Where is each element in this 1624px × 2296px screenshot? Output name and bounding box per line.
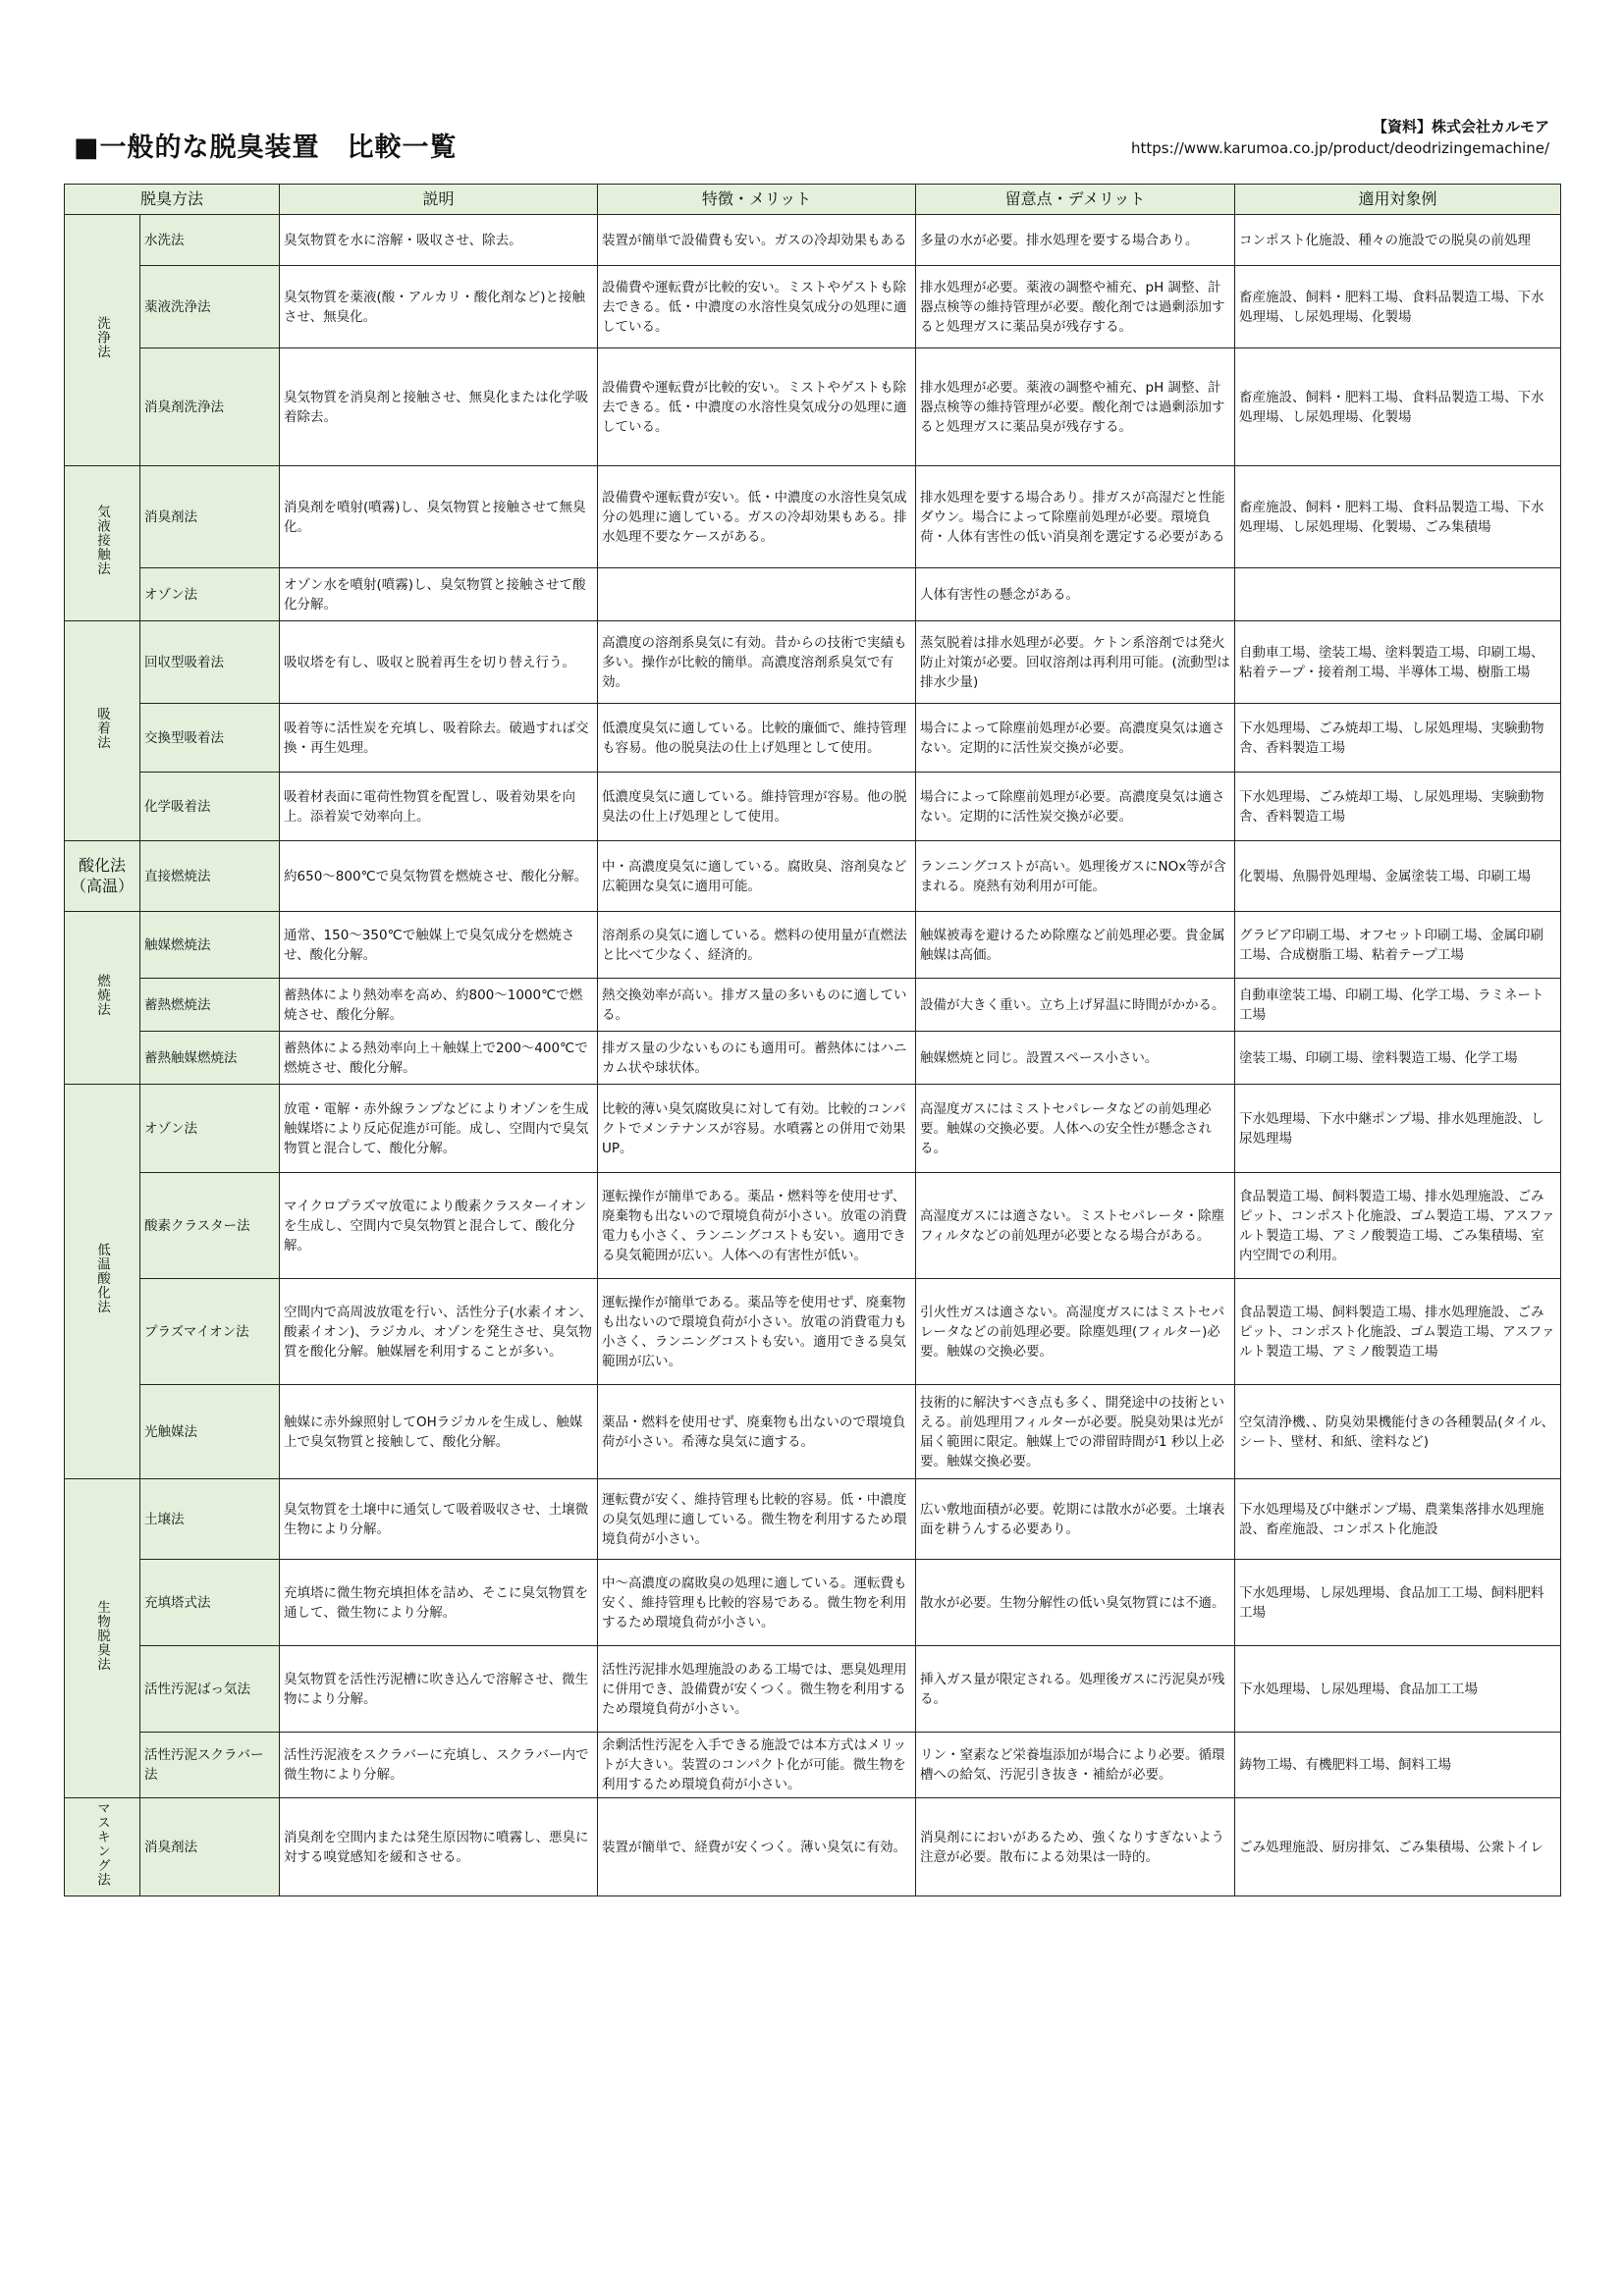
table-row [65, 1798, 1561, 1896]
description-cell: マイクロプラズマ放電により酸素クラスターイオンを生成し、空間内で臭気物質と混合して、酸化分解。 [280, 1173, 598, 1279]
merit-cell: 運転費が安く、維持管理も比較的容易。低・中濃度の臭気処理に適している。微生物を利用するため環境負荷が小さい。 [598, 1479, 916, 1560]
header-merit: 特徴・メリット [598, 185, 916, 215]
method-cell: プラズマイオン法 [140, 1279, 280, 1385]
category-label: 燃焼法 [94, 973, 110, 1017]
examples-cell: 下水処理場、し尿処理場、食品加工工場 [1235, 1646, 1561, 1733]
examples-cell: 自動車塗装工場、印刷工場、化学工場、ラミネート工場 [1235, 979, 1561, 1032]
demerit-cell: 技術的に解決すべき点も多く、開発途中の技術といえる。前処理用フィルターが必要。脱臭効果は光が届く範囲に限定。触媒上での滞留時間が1 秒以上必要。触媒交換必要。 [916, 1385, 1235, 1479]
method-cell: オゾン法 [140, 568, 280, 621]
header-demerit: 留意点・デメリット [916, 185, 1235, 215]
description-cell: 触媒に赤外線照射してOHラジカルを生成し、触媒上で臭気物質と接触して、酸化分解。 [280, 1385, 598, 1479]
demerit-cell: 挿入ガス量が限定される。処理後ガスに汚泥臭が残る。 [916, 1646, 1235, 1733]
examples-cell: 塗装工場、印刷工場、塗料製造工場、化学工場 [1235, 1032, 1561, 1085]
merit-cell: 余剰活性汚泥を入手できる施設では本方式はメリットが大きい。装置のコンパクト化が可能。微生物を利用するため環境負荷が小さい。 [598, 1733, 916, 1798]
merit-cell: 設備費や運転費が比較的安い。ミストやゲストも除去できる。低・中濃度の水溶性臭気成分の処理に適している。 [598, 266, 916, 348]
source-url: https://www.karumoa.co.jp/product/deodrizingemachine/ [1130, 139, 1549, 157]
description-cell: 吸着等に活性炭を充填し、吸着除去。破過すれば交換・再生処理。 [280, 704, 598, 773]
merit-cell [598, 568, 916, 621]
category-label: マスキング法 [94, 1801, 110, 1887]
examples-cell: 食品製造工場、飼料製造工場、排水処理施設、ごみピット、コンポスト化施設、ゴム製造工場、アスファルト製造工場、アミノ酸製造工場、ごみ集積場、室内空間での利用。 [1235, 1173, 1561, 1279]
examples-cell: 下水処理場、ごみ焼却工場、し尿処理場、実験動物舎、香料製造工場 [1235, 704, 1561, 773]
method-cell: オゾン法 [140, 1085, 280, 1173]
header-examples: 適用対象例 [1235, 185, 1561, 215]
table-row [65, 1560, 1561, 1646]
method-cell: 直接燃焼法 [140, 841, 280, 912]
merit-cell: 運転操作が簡単である。薬品等を使用せず、廃棄物も出ないので環境負荷が小さい。放電の消費電力も小さく、ランニングコストも安い。適用できる臭気範囲が広い。 [598, 1279, 916, 1385]
examples-cell: 畜産施設、飼料・肥料工場、食料品製造工場、下水処理場、し尿処理場、化製場 [1235, 266, 1561, 348]
demerit-cell: 消臭剤ににおいがあるため、強くなりすぎないよう注意が必要。散布による効果は一時的。 [916, 1798, 1235, 1896]
table-row [65, 773, 1561, 841]
merit-cell: 比較的薄い臭気腐敗臭に対して有効。比較的コンパクトでメンテナンスが容易。水噴霧との併用で効果UP。 [598, 1085, 916, 1173]
method-cell: 交換型吸着法 [140, 704, 280, 773]
demerit-cell: 蒸気脱着は排水処理が必要。ケトン系溶剤では発火防止対策が必要。回収溶剤は再利用可能。(流動型は排水少量) [916, 621, 1235, 704]
examples-cell: ごみ処理施設、厨房排気、ごみ集積場、公衆トイレ [1235, 1798, 1561, 1896]
category-cell [65, 466, 140, 621]
category-cell [65, 215, 140, 466]
method-cell: 活性汚泥ばっ気法 [140, 1646, 280, 1733]
description-cell: 臭気物質を薬液(酸・アルカリ・酸化剤など)と接触させ、無臭化。 [280, 266, 598, 348]
table-body [65, 215, 1561, 1896]
demerit-cell: 触媒被毒を避けるため除塵など前処理必要。貴金属触媒は高価。 [916, 912, 1235, 979]
merit-cell: 低濃度臭気に適している。比較的廉価で、維持管理も容易。他の脱臭法の仕上げ処理として使用。 [598, 704, 916, 773]
description-cell: オゾン水を噴射(噴霧)し、臭気物質と接触させて酸化分解。 [280, 568, 598, 621]
demerit-cell: 排水処理が必要。薬液の調整や補充、pH 調整、計器点検等の維持管理が必要。酸化剤では過剰添加すると処理ガスに薬品臭が残存する。 [916, 266, 1235, 348]
table-row [65, 1733, 1561, 1798]
merit-cell: 装置が簡単で、経費が安くつく。薄い臭気に有効。 [598, 1798, 916, 1896]
demerit-cell: 排水処理が必要。薬液の調整や補充、pH 調整、計器点検等の維持管理が必要。酸化剤では過剰添加すると処理ガスに薬品臭が残存する。 [916, 348, 1235, 466]
category-cell [65, 1798, 140, 1896]
category-label: 生物脱臭法 [94, 1599, 110, 1672]
description-cell: 消臭剤を空間内または発生原因物に噴霧し、悪臭に対する嗅覚感知を緩和させる。 [280, 1798, 598, 1896]
demerit-cell: 排水処理を要する場合あり。排ガスが高湿だと性能ダウン。場合によって除塵前処理が必要。環境負荷・人体有害性の低い消臭剤を選定する必要がある [916, 466, 1235, 568]
examples-cell: 畜産施設、飼料・肥料工場、食料品製造工場、下水処理場、し尿処理場、化製場 [1235, 348, 1561, 466]
description-cell: 空間内で高周波放電を行い、活性分子(水素イオン、酸素イオン)、ラジカル、オゾンを発生させ、臭気物質を酸化分解。触媒層を利用することが多い。 [280, 1279, 598, 1385]
examples-cell: 下水処理場、ごみ焼却工場、し尿処理場、実験動物舎、香料製造工場 [1235, 773, 1561, 841]
merit-cell: 中・高濃度臭気に適している。腐敗臭、溶剤臭など広範囲な臭気に適用可能。 [598, 841, 916, 912]
demerit-cell: 広い敷地面積が必要。乾期には散水が必要。土壌表面を耕うんする必要あり。 [916, 1479, 1235, 1560]
table-row [65, 912, 1561, 979]
demerit-cell: 引火性ガスは適さない。高湿度ガスにはミストセパレータなどの前処理必要。除塵処理(フィルター)必要。触媒の交換必要。 [916, 1279, 1235, 1385]
examples-cell: 自動車工場、塗装工場、塗料製造工場、印刷工場、粘着テープ・接着剤工場、半導体工場、樹脂工場 [1235, 621, 1561, 704]
table-row [65, 266, 1561, 348]
comparison-table [64, 184, 1561, 1896]
table-row [65, 979, 1561, 1032]
description-cell: 吸着材表面に電荷性物質を配置し、吸着効果を向上。添着炭で効率向上。 [280, 773, 598, 841]
description-cell: 蓄熱体による熱効率向上＋触媒上で200～400℃で燃焼させ、酸化分解。 [280, 1032, 598, 1085]
method-cell: 薬液洗浄法 [140, 266, 280, 348]
examples-cell: 食品製造工場、飼料製造工場、排水処理施設、ごみピット、コンポスト化施設、ゴム製造工場、アスファルト製造工場、アミノ酸製造工場 [1235, 1279, 1561, 1385]
merit-cell: 中～高濃度の腐敗臭の処理に適している。運転費も安く、維持管理も比較的容易である。微生物を利用するため環境負荷が小さい。 [598, 1560, 916, 1646]
description-cell: 臭気物質を土壌中に通気して吸着吸収させ、土壌微生物により分解。 [280, 1479, 598, 1560]
demerit-cell: 高湿度ガスにはミストセパレータなどの前処理必要。触媒の交換必要。人体への安全性が懸念される。 [916, 1085, 1235, 1173]
table-row [65, 1385, 1561, 1479]
method-cell: 水洗法 [140, 215, 280, 266]
description-cell: 放電・電解・赤外線ランプなどによりオゾンを生成触媒塔により反応促進が可能。成し、空間内で臭気物質と混合して、酸化分解。 [280, 1085, 598, 1173]
merit-cell: 低濃度臭気に適している。維持管理が容易。他の脱臭法の仕上げ処理として使用。 [598, 773, 916, 841]
table-row [65, 1032, 1561, 1085]
method-cell: 触媒燃焼法 [140, 912, 280, 979]
merit-cell: 排ガス量の少ないものにも適用可。蓄熱体にはハニカム状や球状体。 [598, 1032, 916, 1085]
category-label: 低温酸化法 [94, 1243, 110, 1314]
merit-cell: 薬品・燃料を使用せず、廃棄物も出ないので環境負荷が小さい。希薄な臭気に適する。 [598, 1385, 916, 1479]
merit-cell: 活性汚泥排水処理施設のある工場では、悪臭処理用に併用でき、設備費が安くつく。微生物を利用するため環境負荷が小さい。 [598, 1646, 916, 1733]
demerit-cell: 散水が必要。生物分解性の低い臭気物質には不適。 [916, 1560, 1235, 1646]
header-method: 脱臭方法 [65, 185, 280, 215]
method-cell: 化学吸着法 [140, 773, 280, 841]
demerit-cell: 人体有害性の懸念がある。 [916, 568, 1235, 621]
examples-cell [1235, 568, 1561, 621]
demerit-cell: 高湿度ガスには適さない。ミストセパレータ・除塵フィルタなどの前処理が必要となる場合がある。 [916, 1173, 1235, 1279]
method-cell: 回収型吸着法 [140, 621, 280, 704]
header-row [65, 185, 1561, 215]
description-cell: 活性汚泥液をスクラバーに充填し、スクラバー内で微生物により分解。 [280, 1733, 598, 1798]
merit-cell: 装置が簡単で設備費も安い。ガスの冷却効果もある [598, 215, 916, 266]
description-cell: 吸収塔を有し、吸収と脱着再生を切り替え行う。 [280, 621, 598, 704]
examples-cell: グラビア印刷工場、オフセット印刷工場、金属印刷工場、合成樹脂工場、粘着テープ工場 [1235, 912, 1561, 979]
examples-cell: 下水処理場、し尿処理場、食品加工工場、飼料肥料工場 [1235, 1560, 1561, 1646]
description-cell: 充填塔に微生物充填担体を詰め、そこに臭気物質を通して、微生物により分解。 [280, 1560, 598, 1646]
demerit-cell: 場合によって除塵前処理が必要。高濃度臭気は適さない。定期的に活性炭交換が必要。 [916, 773, 1235, 841]
description-cell: 臭気物質を消臭剤と接触させ、無臭化または化学吸着除去。 [280, 348, 598, 466]
method-cell: 消臭剤法 [140, 1798, 280, 1896]
description-cell: 臭気物質を水に溶解・吸収させ、除去。 [280, 215, 598, 266]
source-block [1131, 116, 1549, 159]
table-row [65, 841, 1561, 912]
page-title: ■一般的な脱臭装置 比較一覧 [74, 133, 458, 163]
examples-cell: 下水処理場、下水中継ポンプ場、排水処理施設、し尿処理場 [1235, 1085, 1561, 1173]
merit-cell: 運転操作が簡単である。薬品・燃料等を使用せず、廃棄物も出ないので環境負荷が小さい。放電の消費電力も小さく、ランニングコストも安い。適用できる臭気範囲が広い。人体への有害性が低い。 [598, 1173, 916, 1279]
merit-cell: 熱交換効率が高い。排ガス量の多いものに適している。 [598, 979, 916, 1032]
method-cell: 消臭剤洗浄法 [140, 348, 280, 466]
table-row [65, 568, 1561, 621]
examples-cell: 化製場、魚腸骨処理場、金属塗装工場、印刷工場 [1235, 841, 1561, 912]
category-cell [65, 841, 140, 912]
demerit-cell: リン・窒素など栄養塩添加が場合により必要。循環槽への給気、汚泥引き抜き・補給が必要。 [916, 1733, 1235, 1798]
category-cell [65, 1479, 140, 1798]
description-cell: 約650～800℃で臭気物質を燃焼させ、酸化分解。 [280, 841, 598, 912]
table-row [65, 621, 1561, 704]
method-cell: 蓄熱触媒燃焼法 [140, 1032, 280, 1085]
examples-cell: 鋳物工場、有機肥料工場、飼料工場 [1235, 1733, 1561, 1798]
description-cell: 蓄熱体により熱効率を高め、約800～1000℃で燃焼させ、酸化分解。 [280, 979, 598, 1032]
category-label: 酸化法（高温） [70, 855, 134, 895]
description-cell: 通常、150～350℃で触媒上で臭気成分を燃焼させ、酸化分解。 [280, 912, 598, 979]
method-cell: 光触媒法 [140, 1385, 280, 1479]
category-label: 洗浄法 [94, 315, 110, 359]
method-cell: 土壌法 [140, 1479, 280, 1560]
table-row [65, 215, 1561, 266]
category-cell [65, 1085, 140, 1479]
table-row [65, 1085, 1561, 1173]
table-row [65, 466, 1561, 568]
examples-cell: 下水処理場及び中継ポンプ場、農業集落排水処理施設、畜産施設、コンポスト化施設 [1235, 1479, 1561, 1560]
category-label: 気液接触法 [94, 505, 110, 576]
table-row [65, 1279, 1561, 1385]
description-cell: 臭気物質を活性汚泥槽に吹き込んで溶解させ、微生物により分解。 [280, 1646, 598, 1733]
category-cell [65, 912, 140, 1085]
table-row [65, 1479, 1561, 1560]
demerit-cell: 場合によって除塵前処理が必要。高濃度臭気は適さない。定期的に活性炭交換が必要。 [916, 704, 1235, 773]
description-cell: 消臭剤を噴射(噴霧)し、臭気物質と接触させて無臭化。 [280, 466, 598, 568]
method-cell: 消臭剤法 [140, 466, 280, 568]
method-cell: 充填塔式法 [140, 1560, 280, 1646]
demerit-cell: 触媒燃焼と同じ。設置スペース小さい。 [916, 1032, 1235, 1085]
table-row [65, 1646, 1561, 1733]
category-label: 吸着法 [94, 706, 110, 750]
method-cell: 蓄熱燃焼法 [140, 979, 280, 1032]
table-row [65, 704, 1561, 773]
merit-cell: 高濃度の溶剤系臭気に有効。昔からの技術で実績も多い。操作が比較的簡単。高濃度溶剤系臭気で有効。 [598, 621, 916, 704]
merit-cell: 設備費や運転費が比較的安い。ミストやゲストも除去できる。低・中濃度の水溶性臭気成分の処理に適している。 [598, 348, 916, 466]
merit-cell: 設備費や運転費が安い。低・中濃度の水溶性臭気成分の処理に適している。ガスの冷却効果もある。排水処理不要なケースがある。 [598, 466, 916, 568]
demerit-cell: 多量の水が必要。排水処理を要する場合あり。 [916, 215, 1235, 266]
category-cell [65, 621, 140, 841]
method-cell: 酸素クラスター法 [140, 1173, 280, 1279]
method-cell: 活性汚泥スクラバー法 [140, 1733, 280, 1798]
examples-cell: コンポスト化施設、種々の施設での脱臭の前処理 [1235, 215, 1561, 266]
demerit-cell: 設備が大きく重い。立ち上げ昇温に時間がかかる。 [916, 979, 1235, 1032]
merit-cell: 溶剤系の臭気に適している。燃料の使用量が直燃法と比べて少なく、経済的。 [598, 912, 916, 979]
header-description: 説明 [280, 185, 598, 215]
demerit-cell: ランニングコストが高い。処理後ガスにNOx等が含まれる。廃熱有効利用が可能。 [916, 841, 1235, 912]
examples-cell: 畜産施設、飼料・肥料工場、食料品製造工場、下水処理場、し尿処理場、化製場、ごみ集積場 [1235, 466, 1561, 568]
table-row [65, 348, 1561, 466]
source-label: 【資料】株式会社カルモア [1372, 118, 1549, 135]
table-row [65, 1173, 1561, 1279]
examples-cell: 空気清浄機、、防臭効果機能付きの各種製品(タイル、シート、壁材、和紙、塗料など) [1235, 1385, 1561, 1479]
